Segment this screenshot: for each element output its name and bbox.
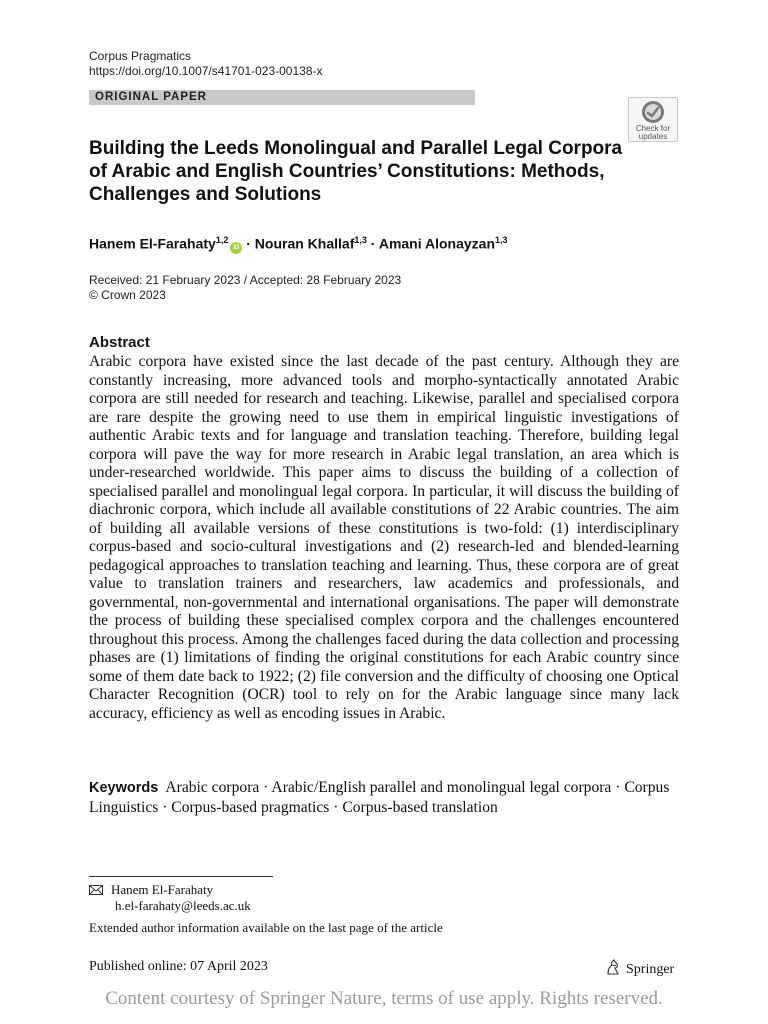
envelope-icon [89, 885, 103, 895]
paper-type-label: ORIGINAL PAPER [95, 91, 207, 103]
abstract-text: Arabic corpora have existed since the last decade of the past century. Although they are constantly increasing, more advanced tools and morpho-syntactically annotated Arabic corpora are still needed for research and teaching. Likewise, parallel and specialised corpora are rare despite the growing need to use them in empirical linguistic investigations of authentic Arabic texts and for language and translation teaching. Therefore, building legal corpora will pave the way for more research in Arabic legal translation, an area which is under-researched worldwide. This paper aims to discuss the building of a collection of specialised parallel and monolingual legal corpora. In particular, it will discuss the building of diachronic corpora, which include all available constitutions of 22 Arabic countries. The aim of building all available versions of these constitutions is two-fold: (1) interdisciplinary corpus-based and socio-cultural investigations and (2) research-led and blended-learning pedagogical approaches to translation teaching and learning. Thus, these corpora are of great value to translation trainers and researchers, law academics and professionals, and governmental, non-governmental and international organisations. The paper will demonstrate the process of building these specialised complex corpora and the challenges encountered throughout this process. Among the challenges faced during the data collection and processing phases are (1) limitations of finding the original constitutions for each Arabic country since some of them date back to 1922; (2) file conversion and the difficulty of choosing one Optical Character Recognition (OCR) tool to rely on for the Arabic language since many lack accuracy, efficiency as well as encoding issues in Arabic. [89, 353, 679, 722]
keywords-list: Arabic corpora · Arabic/English parallel and monolingual legal corpora · Corpus Linguistics · Corpus-based pragmatics · Corpus-based translation [89, 779, 670, 816]
author-affiliation: 1,3 [495, 235, 508, 245]
check-updates-label: Check for updates [635, 124, 671, 141]
author-affiliation: 1,2 [215, 235, 229, 245]
keywords-label: Keywords [89, 780, 159, 796]
abstract-heading: Abstract [89, 334, 150, 351]
corresponding-author-email[interactable]: h.el-farahaty@leeds.ac.uk [115, 898, 251, 913]
journal-name: Corpus Pragmatics [89, 49, 192, 63]
author-name[interactable]: Nouran Khallaf [254, 235, 355, 252]
author-separator: · [370, 235, 376, 252]
corresponding-author [89, 882, 213, 898]
copyright-notice: © Crown 2023 [89, 288, 166, 302]
footnote-divider [89, 876, 273, 877]
published-online-date: Published online: 07 April 2023 [89, 959, 268, 974]
author-name[interactable]: Amani Alonayzan [378, 235, 495, 252]
paper-title: Building the Leeds Monolingual and Parallel Legal Corpora of Arabic and English Countries’ Constitutions: Methods, Challenges and Solutions [89, 138, 623, 205]
extended-author-info: Extended author information available on the last page of the article [89, 920, 443, 935]
received-accepted-dates: Received: 21 February 2023 / Accepted: 28 February 2023 [89, 273, 402, 287]
keywords [89, 778, 689, 817]
doi-link[interactable]: https://doi.org/10.1007/s41701-023-00138-x [89, 64, 323, 78]
corresponding-author-name: Hanem El-Farahaty [111, 882, 214, 897]
author-name[interactable]: Hanem El-Farahaty [89, 235, 216, 252]
courtesy-watermark: Content courtesy of Springer Nature, terms of use apply. Rights reserved. [105, 988, 663, 1009]
author-affiliation: 1,3 [354, 235, 367, 245]
publisher-name: Springer [626, 962, 675, 977]
check-for-updates-badge[interactable] [628, 97, 678, 142]
author-separator: · [246, 235, 251, 252]
springer-horse-icon [604, 958, 622, 976]
check-updates-icon [641, 100, 665, 124]
author-list [89, 230, 508, 254]
orcid-icon[interactable]: iD [230, 242, 242, 254]
paper-type-bar [89, 90, 475, 105]
springer-logo [604, 958, 674, 979]
